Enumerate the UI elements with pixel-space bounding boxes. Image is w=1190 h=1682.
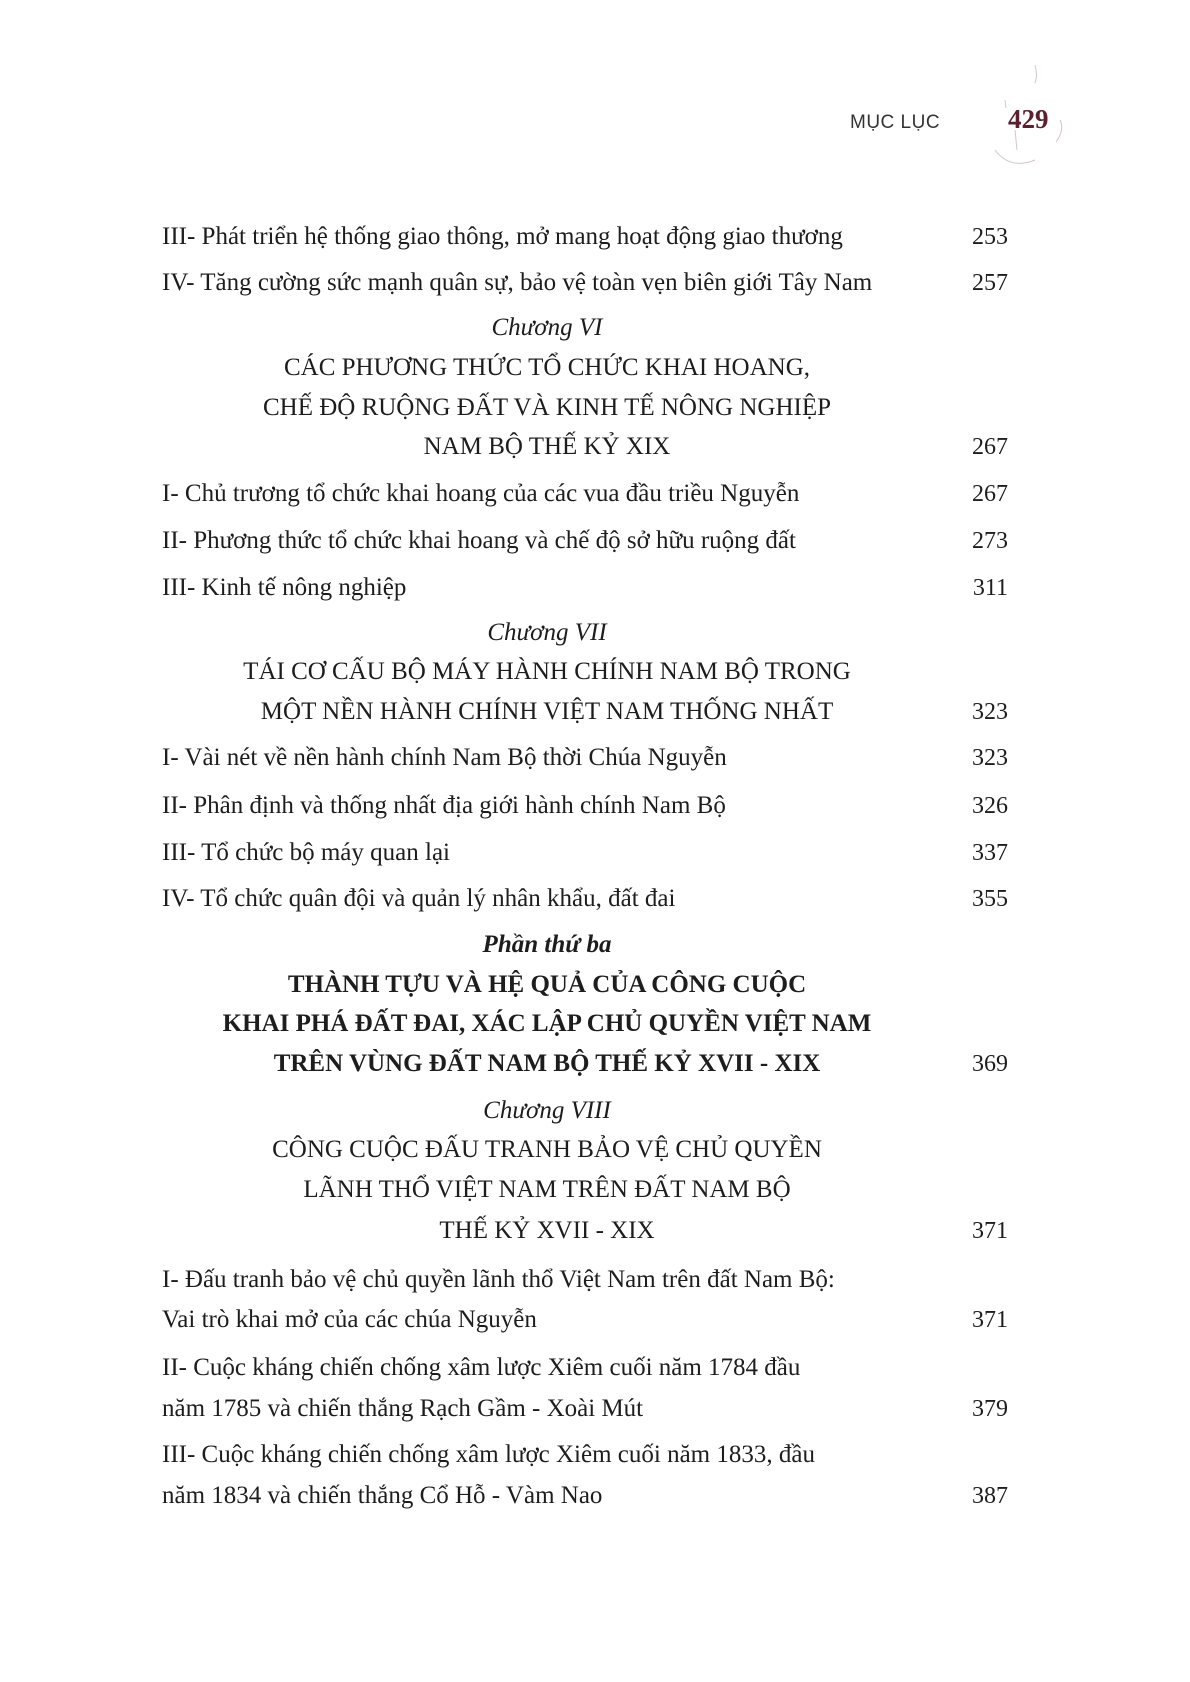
toc-page: 337: [972, 840, 1008, 866]
toc-page: 253: [972, 224, 1008, 250]
toc-entry[interactable]: II- Phương thức tổ chức khai hoang và chế độ sở hữu ruộng đất: [162, 527, 796, 554]
toc-entry[interactable]: IV- Tổ chức quân đội và quản lý nhân khẩu, đất đai: [162, 885, 676, 912]
toc-entry-line[interactable]: Vai trò khai mở của các chúa Nguyễn: [162, 1306, 537, 1333]
chapter-label: Chương VIII: [483, 1097, 611, 1124]
toc-entry-line[interactable]: II- Cuộc kháng chiến chống xâm lược Xiêm cuối năm 1784 đầu: [162, 1354, 801, 1381]
toc-page: 387: [972, 1483, 1008, 1509]
part-title-line[interactable]: KHAI PHÁ ĐẤT ĐAI, XÁC LẬP CHỦ QUYỀN VIỆT NAM: [222, 1010, 872, 1037]
toc-entry[interactable]: III- Kinh tế nông nghiệp: [162, 574, 407, 601]
toc-page: 379: [972, 1396, 1008, 1422]
chapter-title-line[interactable]: CÁC PHƯƠNG THỨC TỔ CHỨC KHAI HOANG,: [283, 354, 811, 381]
part-label: Phần thứ ba: [482, 931, 612, 958]
chapter-title-line[interactable]: CHẾ ĐỘ RUỘNG ĐẤT VÀ KINH TẾ NÔNG NGHIỆP: [262, 394, 832, 421]
toc-page: 355: [972, 886, 1008, 912]
part-title-line[interactable]: THÀNH TỰU VÀ HỆ QUẢ CỦA CÔNG CUỘC: [287, 971, 807, 998]
toc-entry[interactable]: I- Vài nét về nền hành chính Nam Bộ thời Chúa Nguyễn: [162, 744, 727, 771]
chapter-label: Chương VI: [491, 314, 603, 341]
toc-page: 267: [972, 434, 1008, 460]
toc-page: 311: [972, 575, 1008, 601]
toc-entry-line[interactable]: năm 1834 và chiến thắng Cổ Hỗ - Vàm Nao: [162, 1482, 603, 1509]
chapter-title-line[interactable]: LÃNH THỔ VIỆT NAM TRÊN ĐẤT NAM BỘ: [303, 1176, 791, 1203]
part-title-line[interactable]: TRÊN VÙNG ĐẤT NAM BỘ THẾ KỶ XVII - XIX: [273, 1050, 821, 1077]
toc-entry[interactable]: II- Phân định và thống nhất địa giới hành chính Nam Bộ: [162, 792, 726, 819]
toc-entry[interactable]: III- Phát triển hệ thống giao thông, mở mang hoạt động giao thương: [162, 223, 843, 250]
toc-page: 323: [972, 699, 1008, 725]
toc-page: 323: [972, 745, 1008, 771]
page-number: 429: [1008, 104, 1049, 134]
chapter-title-line[interactable]: TÁI CƠ CẤU BỘ MÁY HÀNH CHÍNH NAM BỘ TRONG: [243, 658, 851, 685]
toc-page: 371: [972, 1218, 1008, 1244]
toc-page: 326: [972, 793, 1008, 819]
toc-entry[interactable]: I- Chủ trương tổ chức khai hoang của các vua đầu triều Nguyễn: [162, 480, 800, 507]
toc-entry-line[interactable]: III- Cuộc kháng chiến chống xâm lược Xiêm cuối năm 1833, đầu: [162, 1441, 815, 1468]
toc-page: 273: [972, 528, 1008, 554]
toc-entry-line[interactable]: năm 1785 và chiến thắng Rạch Gầm - Xoài Mút: [162, 1395, 644, 1422]
toc-page: 369: [972, 1051, 1008, 1077]
toc-entry-line[interactable]: I- Đấu tranh bảo vệ chủ quyền lãnh thổ Việt Nam trên đất Nam Bộ:: [162, 1266, 835, 1293]
toc-page: 267: [972, 481, 1008, 507]
chapter-title-line[interactable]: THẾ KỶ XVII - XIX: [439, 1217, 655, 1244]
toc-entry[interactable]: IV- Tăng cường sức mạnh quân sự, bảo vệ toàn vẹn biên giới Tây Nam: [162, 269, 873, 296]
chapter-title-line[interactable]: MỘT NỀN HÀNH CHÍNH VIỆT NAM THỐNG NHẤT: [260, 698, 834, 725]
toc-entry[interactable]: III- Tổ chức bộ máy quan lại: [162, 839, 450, 866]
chapter-title-line[interactable]: CÔNG CUỘC ĐẤU TRANH BẢO VỆ CHỦ QUYỀN: [272, 1136, 822, 1163]
toc-page: 257: [972, 270, 1008, 296]
chapter-label: Chương VII: [487, 619, 607, 646]
toc-page: 371: [972, 1307, 1008, 1333]
chapter-title-line[interactable]: NAM BỘ THẾ KỶ XIX: [423, 433, 671, 460]
section-title: MỤC LỤC: [850, 112, 941, 133]
